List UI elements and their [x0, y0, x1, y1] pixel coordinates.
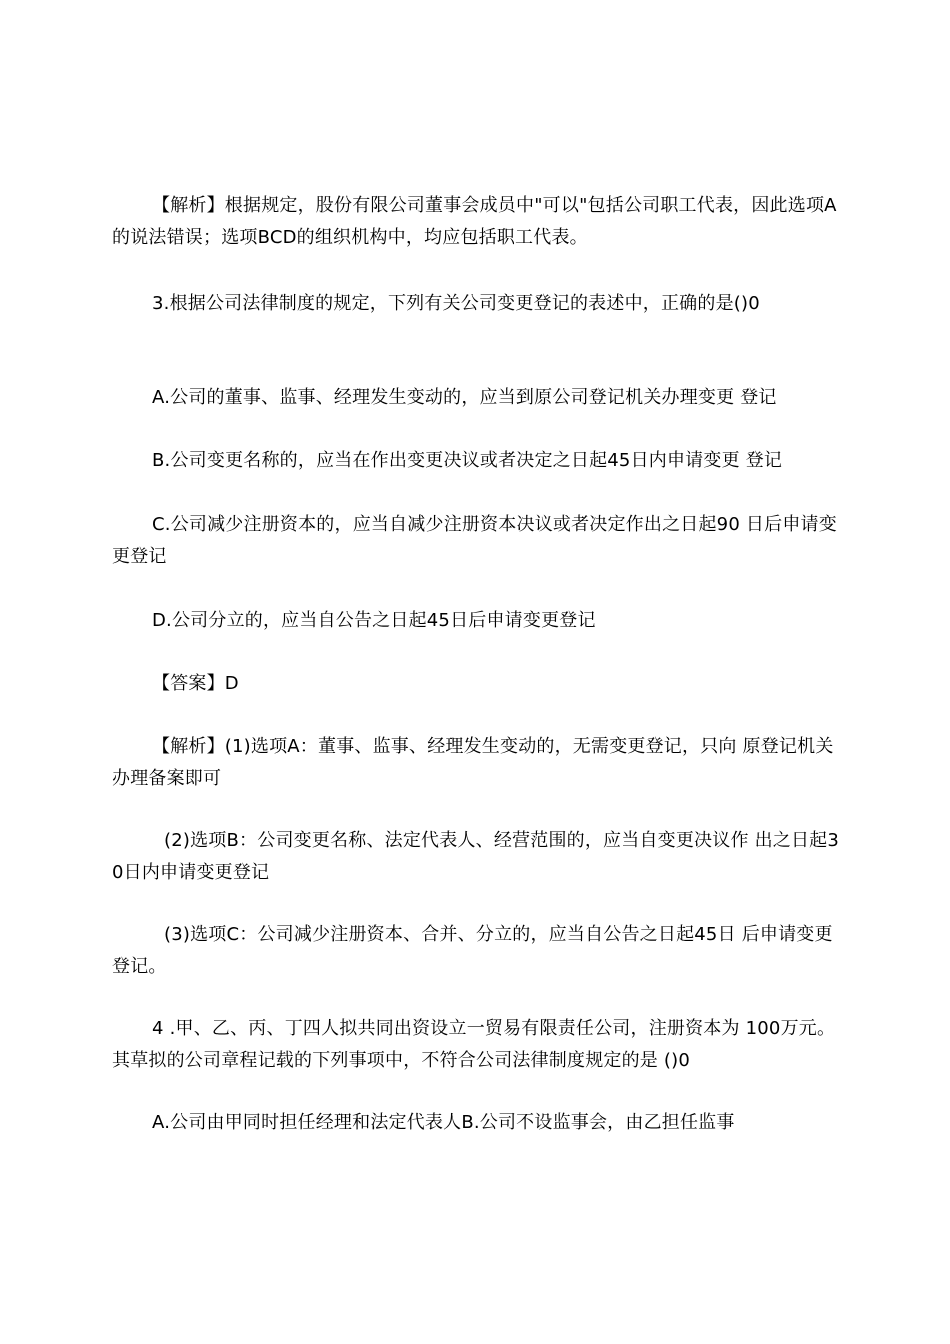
analysis-item-3: (3)选项C：公司减少注册资本、合并、分立的，应当自公告之日起45日 后申请变更登记。	[112, 924, 833, 977]
analysis-paragraph-2: 【解析】(1)选项A：董事、监事、经理发生变动的，无需变更登记，只向 原登记机关办理备案即可	[112, 736, 834, 789]
option-c: C.公司减少注册资本的，应当自减少注册资本决议或者决定作出之日起90 日后申请变更登记	[112, 514, 837, 567]
option-b: B.公司变更名称的，应当在作出变更决议或者决定之日起45日内申请变更 登记	[152, 450, 783, 471]
question-4: 4 .甲、乙、丙、丁四人拟共同出资设立一贸易有限责任公司，注册资本为 100万元。其草拟的公司章程记载的下列事项中，不符合公司法律制度规定的是 ()0	[112, 1018, 836, 1071]
analysis-item-2: (2)选项B：公司变更名称、法定代表人、经营范围的，应当自变更决议作 出之日起30日内申请变更登记	[112, 830, 840, 883]
question-3: 3.根据公司法律制度的规定，下列有关公司变更登记的表述中，正确的是()0	[152, 293, 760, 314]
option-d: D.公司分立的，应当自公告之日起45日后申请变更登记	[152, 610, 596, 631]
analysis-paragraph-1: 【解析】根据规定，股份有限公司董事会成员中"可以"包括公司职工代表，因此选项A的说法错误；选项BCD的组织机构中，均应包括职工代表。	[112, 195, 837, 248]
answer-line: 【答案】D	[152, 673, 239, 694]
option-a: A.公司的董事、监事、经理发生变动的，应当到原公司登记机关办理变更 登记	[152, 387, 777, 408]
question-4-options: A.公司由甲同时担任经理和法定代表人B.公司不设监事会，由乙担任监事	[152, 1112, 735, 1133]
